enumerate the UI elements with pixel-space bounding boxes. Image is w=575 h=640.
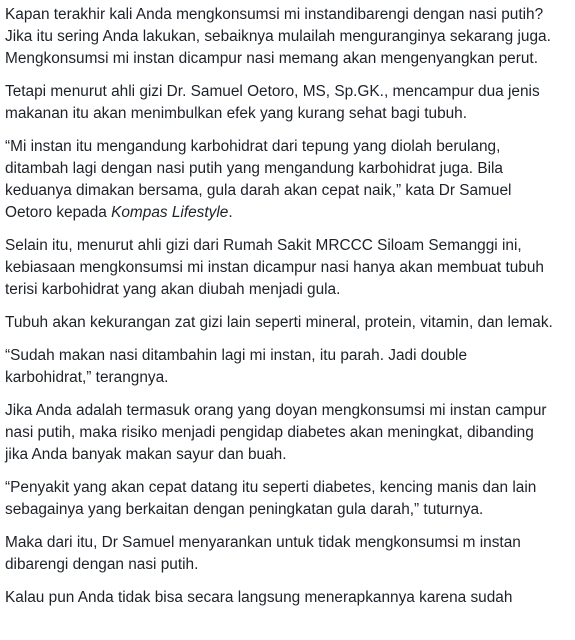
paragraph-3 [5, 136, 571, 224]
article-body [5, 0, 571, 620]
paragraph-10: Kalau pun Anda tidak bisa secara langsung menerapkannya karena sudah [5, 589, 513, 606]
paragraph-5: Tubuh akan kekurangan zat gizi lain seperti mineral, protein, vitamin, dan lemak. [5, 314, 553, 331]
publication-name: Kompas Lifestyle [111, 204, 229, 221]
paragraph-1: Kapan terakhir kali Anda mengkonsumsi mi instandibarengi dengan nasi putih? Jika itu sering Anda lakukan, sebaiknya mulailah menguranginya sekarang juga. Mengkonsumsi mi instan dicampur nasi memang akan mengenyangkan perut. [5, 6, 551, 67]
paragraph-6: “Sudah makan nasi ditambahin lagi mi instan, itu parah. Jadi double karbohidrat,” terangnya. [5, 347, 467, 386]
paragraph-3-text: “Mi instan itu mengandung karbohidrat dari tepung yang diolah berulang, ditambah lagi dengan nasi putih yang mengandung karbohidrat juga. Bila keduanya dimakan bersama, gula darah akan cepat naik,” kata Dr Samuel Oetoro kepada [5, 138, 512, 221]
paragraph-8: “Penyakit yang akan cepat datang itu seperti diabetes, kencing manis dan lain sebagainya yang berkaitan dengan peningkatan gula darah,” tuturnya. [5, 479, 537, 518]
paragraph-4: Selain itu, menurut ahli gizi dari Rumah Sakit MRCCC Siloam Semanggi ini, kebiasaan mengkonsumsi mi instan dicampur nasi hanya akan membuat tubuh terisi karbohidrat yang akan diubah menjadi gula. [5, 237, 544, 298]
paragraph-2: Tetapi menurut ahli gizi Dr. Samuel Oetoro, MS, Sp.GK., mencampur dua jenis makanan itu akan menimbulkan efek yang kurang sehat bagi tubuh. [5, 83, 540, 122]
paragraph-7: Jika Anda adalah termasuk orang yang doyan mengkonsumsi mi instan campur nasi putih, maka risiko menjadi pengidap diabetes akan meningkat, dibanding jika Anda banyak makan sayur dan buah. [5, 402, 547, 463]
paragraph-3-end: . [228, 204, 233, 221]
paragraph-9: Maka dari itu, Dr Samuel menyarankan untuk tidak mengkonsumsi m instan dibarengi dengan nasi putih. [5, 534, 521, 573]
